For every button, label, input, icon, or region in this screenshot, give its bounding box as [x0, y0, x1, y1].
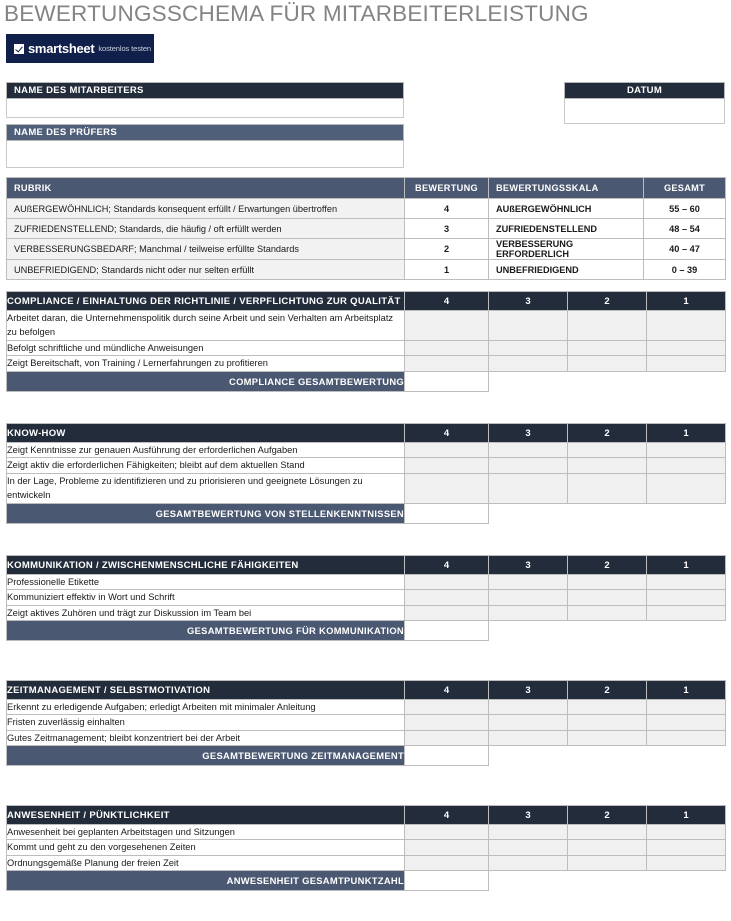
rating-cell-1[interactable]: [647, 340, 726, 355]
rating-cell-4[interactable]: [405, 340, 489, 355]
criterion-row: [7, 700, 726, 715]
criterion-label: Zeigt Kenntnisse zur genauen Ausführung der erforderlichen Aufgaben: [7, 443, 405, 458]
rubric-col-gesamt: GESAMT: [644, 178, 726, 199]
smartsheet-logo[interactable]: [6, 34, 154, 63]
rating-cell-4[interactable]: [405, 575, 489, 590]
criterion-row: [7, 575, 726, 590]
rating-cell-3[interactable]: [489, 443, 568, 458]
criterion-row: [7, 605, 726, 620]
scale-header-4: 4: [405, 806, 489, 825]
section-header-row: [7, 681, 726, 700]
criterion-label: Zeigt Bereitschaft, von Training / Lernerfahrungen zu profitieren: [7, 356, 405, 371]
rubric-col-bewertung: BEWERTUNG: [405, 178, 489, 199]
spacer-cell: [489, 746, 568, 766]
rubric-description: ZUFRIEDENSTELLEND; Standards, die häufig / oft erfüllt werden: [7, 219, 405, 239]
rating-cell-3[interactable]: [489, 311, 568, 341]
rating-cell-1[interactable]: [647, 575, 726, 590]
criterion-label: Arbeitet daran, die Unternehmenspolitik durch seine Arbeit und sein Verhalten am Arbeitsplatz zu befolgen: [7, 311, 405, 341]
evaluation-section: [6, 805, 725, 891]
scale-header-4: 4: [405, 556, 489, 575]
section-total-row: [7, 746, 726, 766]
criterion-row: [7, 473, 726, 503]
rating-cell-4[interactable]: [405, 605, 489, 620]
criterion-label: Fristen zuverlässig einhalten: [7, 715, 405, 730]
spacer-cell: [568, 621, 647, 641]
section-title: ZEITMANAGEMENT / SELBSTMOTIVATION: [7, 681, 405, 700]
spacer-cell: [489, 503, 568, 523]
evaluation-section: [6, 555, 725, 641]
date-input[interactable]: [564, 99, 725, 124]
scale-header-3: 3: [489, 806, 568, 825]
rubric-scale: UNBEFRIEDIGEND: [489, 260, 644, 280]
rubric-rating: 2: [405, 239, 489, 260]
rating-cell-3[interactable]: [489, 730, 568, 745]
rubric-description: VERBESSERUNGSBEDARF; Manchmal / teilweise erfüllte Standards: [7, 239, 405, 260]
rubric-scale: ZUFRIEDENSTELLEND: [489, 219, 644, 239]
rubric-col-skala: BEWERTUNGSSKALA: [489, 178, 644, 199]
section-total-input[interactable]: [405, 871, 489, 891]
section-title: ANWESENHEIT / PÜNKTLICHKEIT: [7, 806, 405, 825]
criterion-row: [7, 840, 726, 855]
rating-cell-2[interactable]: [568, 473, 647, 503]
spacer-cell: [568, 503, 647, 523]
scale-header-4: 4: [405, 681, 489, 700]
criterion-row: [7, 590, 726, 605]
spacer-cell: [647, 746, 726, 766]
spacer-cell: [489, 871, 568, 891]
scale-header-3: 3: [489, 292, 568, 311]
scale-header-4: 4: [405, 424, 489, 443]
criterion-label: Kommt und geht zu den vorgesehenen Zeiten: [7, 840, 405, 855]
rubric-rating: 4: [405, 199, 489, 219]
employee-name-label: NAME DES MITARBEITERS: [6, 82, 404, 99]
section-total-input[interactable]: [405, 746, 489, 766]
section-total-row: [7, 371, 726, 391]
criterion-row: [7, 458, 726, 473]
rating-cell-3[interactable]: [489, 590, 568, 605]
employee-name-input[interactable]: [6, 99, 404, 118]
scale-header-3: 3: [489, 556, 568, 575]
table-row: [7, 260, 726, 280]
rating-cell-1[interactable]: [647, 855, 726, 870]
rating-cell-3[interactable]: [489, 356, 568, 371]
section-total-row: [7, 871, 726, 891]
page-title: BEWERTUNGSSCHEMA FÜR MITARBEITERLEISTUNG: [4, 1, 589, 26]
rubric-total: 48 – 54: [644, 219, 726, 239]
rating-cell-4[interactable]: [405, 825, 489, 840]
section-total-label: ANWESENHEIT GESAMTPUNKTZAHL: [7, 871, 405, 891]
rubric-col-rubrik: RUBRIK: [7, 178, 405, 199]
spacer-cell: [647, 503, 726, 523]
scale-header-3: 3: [489, 424, 568, 443]
criterion-row: [7, 311, 726, 341]
criterion-label: Professionelle Etikette: [7, 575, 405, 590]
rating-cell-4[interactable]: [405, 473, 489, 503]
section-total-label: COMPLIANCE GESAMTBEWERTUNG: [7, 371, 405, 391]
rating-cell-3[interactable]: [489, 340, 568, 355]
table-row: [7, 199, 726, 219]
rating-cell-2[interactable]: [568, 700, 647, 715]
rating-cell-2[interactable]: [568, 443, 647, 458]
scale-header-1: 1: [647, 806, 726, 825]
rating-cell-4[interactable]: [405, 311, 489, 341]
rating-cell-1[interactable]: [647, 311, 726, 341]
rating-cell-2[interactable]: [568, 840, 647, 855]
smartsheet-tagline: kostenlos testen: [98, 44, 151, 53]
criterion-row: [7, 356, 726, 371]
rating-cell-1[interactable]: [647, 356, 726, 371]
rubric-total: 40 – 47: [644, 239, 726, 260]
table-row: [7, 219, 726, 239]
rating-cell-3[interactable]: [489, 855, 568, 870]
rating-cell-2[interactable]: [568, 715, 647, 730]
rating-cell-1[interactable]: [647, 605, 726, 620]
rating-cell-3[interactable]: [489, 473, 568, 503]
section-header-row: [7, 556, 726, 575]
scale-header-2: 2: [568, 806, 647, 825]
rating-cell-2[interactable]: [568, 590, 647, 605]
rating-cell-4[interactable]: [405, 715, 489, 730]
section-header-row: [7, 806, 726, 825]
scale-header-1: 1: [647, 681, 726, 700]
section-total-label: GESAMTBEWERTUNG VON STELLENKENNTNISSEN: [7, 503, 405, 523]
table-row: [7, 239, 726, 260]
spacer-cell: [568, 371, 647, 391]
rubric-scale: VERBESSERUNG ERFORDERLICH: [489, 239, 644, 260]
scale-header-1: 1: [647, 292, 726, 311]
scale-header-2: 2: [568, 681, 647, 700]
rubric-header-row: [7, 178, 726, 199]
rubric-total: 0 – 39: [644, 260, 726, 280]
section-title: COMPLIANCE / EINHALTUNG DER RICHTLINIE / VERPFLICHTUNG ZUR QUALITÄT: [7, 292, 405, 311]
spacer-cell: [647, 871, 726, 891]
criterion-row: [7, 730, 726, 745]
rubric-rating: 3: [405, 219, 489, 239]
section-title: KNOW-HOW: [7, 424, 405, 443]
criterion-label: In der Lage, Probleme zu identifizieren und zu priorisieren und geeignete Lösungen zu entwickeln: [7, 473, 405, 503]
spacer-cell: [489, 371, 568, 391]
criterion-row: [7, 855, 726, 870]
rating-cell-2[interactable]: [568, 311, 647, 341]
reviewer-name-input[interactable]: [6, 141, 404, 168]
criterion-row: [7, 340, 726, 355]
spacer-cell: [647, 621, 726, 641]
rating-cell-1[interactable]: [647, 840, 726, 855]
evaluation-section: [6, 423, 725, 524]
rating-cell-4[interactable]: [405, 840, 489, 855]
criterion-label: Anwesenheit bei geplanten Arbeitstagen und Sitzungen: [7, 825, 405, 840]
rating-cell-1[interactable]: [647, 458, 726, 473]
rating-cell-2[interactable]: [568, 605, 647, 620]
scale-header-1: 1: [647, 556, 726, 575]
criterion-label: Ordnungsgemäße Planung der freien Zeit: [7, 855, 405, 870]
scale-header-2: 2: [568, 556, 647, 575]
rating-cell-2[interactable]: [568, 356, 647, 371]
rating-cell-1[interactable]: [647, 825, 726, 840]
evaluation-section: [6, 680, 725, 766]
rating-cell-2[interactable]: [568, 855, 647, 870]
smartsheet-wordmark: smartsheet: [28, 41, 95, 56]
criterion-row: [7, 825, 726, 840]
spacer-cell: [647, 371, 726, 391]
scale-header-1: 1: [647, 424, 726, 443]
rubric-table: [6, 177, 726, 280]
rating-cell-3[interactable]: [489, 715, 568, 730]
section-header-row: [7, 292, 726, 311]
rating-cell-4[interactable]: [405, 458, 489, 473]
rating-cell-3[interactable]: [489, 575, 568, 590]
rating-cell-3[interactable]: [489, 605, 568, 620]
rubric-scale: AUßERGEWÖHNLICH: [489, 199, 644, 219]
scale-header-3: 3: [489, 681, 568, 700]
rubric-total: 55 – 60: [644, 199, 726, 219]
rating-cell-2[interactable]: [568, 825, 647, 840]
section-total-label: GESAMTBEWERTUNG ZEITMANAGEMENT: [7, 746, 405, 766]
criterion-label: Gutes Zeitmanagement; bleibt konzentriert bei der Arbeit: [7, 730, 405, 745]
section-total-label: GESAMTBEWERTUNG FÜR KOMMUNIKATION: [7, 621, 405, 641]
spacer-cell: [489, 621, 568, 641]
criterion-label: Zeigt aktiv die erforderlichen Fähigkeiten; bleibt auf dem aktuellen Stand: [7, 458, 405, 473]
rating-cell-2[interactable]: [568, 340, 647, 355]
criterion-label: Erkennt zu erledigende Aufgaben; erledigt Arbeiten mit minimaler Anleitung: [7, 700, 405, 715]
rating-cell-2[interactable]: [568, 730, 647, 745]
spacer-cell: [568, 746, 647, 766]
section-total-row: [7, 621, 726, 641]
rating-cell-4[interactable]: [405, 855, 489, 870]
spacer-cell: [568, 871, 647, 891]
section-total-row: [7, 503, 726, 523]
date-label: DATUM: [564, 82, 725, 99]
section-title: KOMMUNIKATION / ZWISCHENMENSCHLICHE FÄHIGKEITEN: [7, 556, 405, 575]
section-header-row: [7, 424, 726, 443]
rubric-description: UNBEFRIEDIGEND; Standards nicht oder nur selten erfüllt: [7, 260, 405, 280]
rating-cell-1[interactable]: [647, 700, 726, 715]
rating-cell-4[interactable]: [405, 356, 489, 371]
rating-cell-4[interactable]: [405, 590, 489, 605]
rating-cell-4[interactable]: [405, 700, 489, 715]
evaluation-section: [6, 291, 725, 392]
section-total-input[interactable]: [405, 503, 489, 523]
rubric-description: AUßERGEWÖHNLICH; Standards konsequent erfüllt / Erwartungen übertroffen: [7, 199, 405, 219]
criterion-label: Kommuniziert effektiv in Wort und Schrift: [7, 590, 405, 605]
criterion-row: [7, 443, 726, 458]
rating-cell-3[interactable]: [489, 840, 568, 855]
rating-cell-1[interactable]: [647, 443, 726, 458]
scale-header-2: 2: [568, 424, 647, 443]
reviewer-name-label: NAME DES PRÜFERS: [6, 124, 404, 141]
rating-cell-4[interactable]: [405, 443, 489, 458]
scale-header-2: 2: [568, 292, 647, 311]
criterion-row: [7, 715, 726, 730]
checkbox-checked-icon: [14, 44, 24, 54]
rating-cell-4[interactable]: [405, 730, 489, 745]
rating-cell-1[interactable]: [647, 473, 726, 503]
criterion-label: Befolgt schriftliche und mündliche Anweisungen: [7, 340, 405, 355]
scale-header-4: 4: [405, 292, 489, 311]
rating-cell-2[interactable]: [568, 458, 647, 473]
rating-cell-3[interactable]: [489, 825, 568, 840]
rating-cell-3[interactable]: [489, 700, 568, 715]
rating-cell-1[interactable]: [647, 590, 726, 605]
rating-cell-1[interactable]: [647, 715, 726, 730]
section-total-input[interactable]: [405, 371, 489, 391]
criterion-label: Zeigt aktives Zuhören und trägt zur Diskussion im Team bei: [7, 605, 405, 620]
rating-cell-3[interactable]: [489, 458, 568, 473]
rating-cell-1[interactable]: [647, 730, 726, 745]
rubric-rating: 1: [405, 260, 489, 280]
rating-cell-2[interactable]: [568, 575, 647, 590]
section-total-input[interactable]: [405, 621, 489, 641]
